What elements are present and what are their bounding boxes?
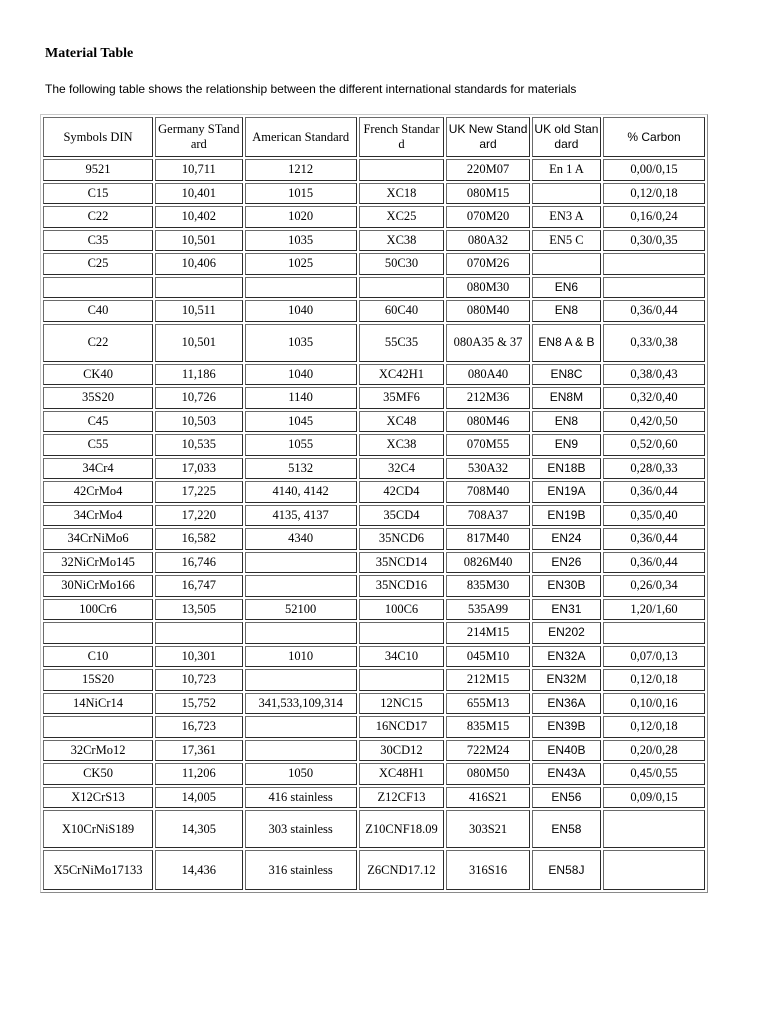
cell-american-standard: 4140, 4142 [245,481,357,503]
cell-uk-old-standard: EN8 [532,411,601,433]
cell-symbols-din: 15S20 [43,669,153,691]
cell-percent-carbon: 0,36/0,44 [603,300,705,322]
cell-germany-standard: 10,402 [155,206,243,228]
cell-uk-old-standard: EN32M [532,669,601,691]
cell-uk-new-standard: 817M40 [446,528,530,550]
cell-uk-new-standard: 080A40 [446,364,530,386]
cell-american-standard: 1045 [245,411,357,433]
cell-french-standard: 35MF6 [359,387,445,409]
table-row [43,716,705,738]
cell-french-standard: Z12CF13 [359,787,445,809]
cell-french-standard: XC42H1 [359,364,445,386]
cell-germany-standard: 10,301 [155,646,243,668]
cell-french-standard: 100C6 [359,599,445,621]
cell-percent-carbon: 0,07/0,13 [603,646,705,668]
cell-percent-carbon [603,277,705,299]
cell-uk-new-standard: 070M26 [446,253,530,275]
cell-symbols-din: 34Cr4 [43,458,153,480]
cell-uk-old-standard: EN3 A [532,206,601,228]
cell-uk-old-standard: EN26 [532,552,601,574]
cell-uk-new-standard: 316S16 [446,850,530,890]
table-row [43,693,705,715]
cell-american-standard [245,716,357,738]
cell-germany-standard [155,622,243,644]
table-row [43,206,705,228]
cell-uk-old-standard: EN24 [532,528,601,550]
cell-uk-old-standard: EN6 [532,277,601,299]
cell-percent-carbon: 1,20/1,60 [603,599,705,621]
cell-french-standard: 35NCD14 [359,552,445,574]
cell-american-standard: 1035 [245,230,357,252]
table-row [43,622,705,644]
table-header-row [43,117,705,157]
cell-symbols-din: CK50 [43,763,153,785]
cell-american-standard [245,669,357,691]
cell-uk-old-standard [532,253,601,275]
cell-american-standard [245,552,357,574]
cell-germany-standard: 14,005 [155,787,243,809]
cell-germany-standard: 15,752 [155,693,243,715]
cell-germany-standard: 16,747 [155,575,243,597]
cell-uk-new-standard: 212M36 [446,387,530,409]
cell-american-standard: 52100 [245,599,357,621]
table-row [43,575,705,597]
cell-french-standard: 35CD4 [359,505,445,527]
cell-french-standard: XC25 [359,206,445,228]
table-row [43,230,705,252]
cell-germany-standard: 10,535 [155,434,243,456]
cell-american-standard: 1212 [245,159,357,181]
cell-american-standard: 5132 [245,458,357,480]
cell-symbols-din: C22 [43,206,153,228]
cell-american-standard: 1035 [245,324,357,362]
cell-uk-new-standard: 080M15 [446,183,530,205]
cell-uk-old-standard: EN202 [532,622,601,644]
cell-uk-new-standard: 835M15 [446,716,530,738]
cell-uk-old-standard: EN18B [532,458,601,480]
material-table [40,114,708,893]
table-row [43,159,705,181]
cell-symbols-din: C55 [43,434,153,456]
cell-percent-carbon: 0,52/0,60 [603,434,705,456]
cell-uk-new-standard: 070M20 [446,206,530,228]
cell-french-standard [359,669,445,691]
cell-uk-old-standard: EN19B [532,505,601,527]
table-row [43,324,705,362]
cell-american-standard [245,622,357,644]
cell-germany-standard: 14,436 [155,850,243,890]
cell-uk-new-standard: 080M50 [446,763,530,785]
cell-uk-old-standard: En 1 A [532,159,601,181]
cell-percent-carbon: 0,28/0,33 [603,458,705,480]
cell-french-standard: XC18 [359,183,445,205]
cell-percent-carbon: 0,09/0,15 [603,787,705,809]
cell-american-standard: 4340 [245,528,357,550]
cell-germany-standard: 10,726 [155,387,243,409]
cell-symbols-din: C15 [43,183,153,205]
cell-percent-carbon [603,810,705,848]
cell-french-standard: 42CD4 [359,481,445,503]
header-uk-new-standard: UK New Standard [446,117,530,157]
cell-germany-standard: 17,220 [155,505,243,527]
cell-symbols-din: C25 [43,253,153,275]
cell-uk-new-standard: 708A37 [446,505,530,527]
cell-uk-new-standard: 655M13 [446,693,530,715]
table-row [43,528,705,550]
cell-american-standard [245,740,357,762]
cell-uk-new-standard: 070M55 [446,434,530,456]
cell-uk-old-standard: EN5 C [532,230,601,252]
header-germany-standard: Germany STandard [155,117,243,157]
cell-percent-carbon: 0,38/0,43 [603,364,705,386]
cell-uk-old-standard: EN40B [532,740,601,762]
cell-germany-standard: 16,723 [155,716,243,738]
table-row [43,763,705,785]
table-row [43,183,705,205]
cell-american-standard: 1140 [245,387,357,409]
header-percent-carbon: % Carbon [603,117,705,157]
cell-american-standard: 1040 [245,300,357,322]
table-row [43,364,705,386]
cell-uk-old-standard: EN9 [532,434,601,456]
cell-american-standard: 316 stainless [245,850,357,890]
cell-french-standard: 60C40 [359,300,445,322]
cell-uk-old-standard: EN30B [532,575,601,597]
cell-uk-old-standard: EN31 [532,599,601,621]
page-title: Material Table [45,46,134,61]
cell-american-standard: 1055 [245,434,357,456]
cell-symbols-din [43,716,153,738]
cell-percent-carbon: 0,33/0,38 [603,324,705,362]
cell-germany-standard: 10,401 [155,183,243,205]
table-row [43,740,705,762]
cell-percent-carbon: 0,42/0,50 [603,411,705,433]
cell-uk-new-standard: 214M15 [446,622,530,644]
cell-french-standard: 30CD12 [359,740,445,762]
cell-percent-carbon: 0,36/0,44 [603,528,705,550]
cell-uk-old-standard: EN39B [532,716,601,738]
cell-symbols-din [43,277,153,299]
cell-uk-new-standard: 220M07 [446,159,530,181]
cell-french-standard: 32C4 [359,458,445,480]
header-symbols-din: Symbols DIN [43,117,153,157]
cell-uk-old-standard: EN8 A & B [532,324,601,362]
cell-uk-new-standard: 708M40 [446,481,530,503]
cell-percent-carbon [603,622,705,644]
cell-percent-carbon: 0,36/0,44 [603,552,705,574]
table-row [43,411,705,433]
cell-germany-standard: 10,406 [155,253,243,275]
cell-germany-standard: 16,582 [155,528,243,550]
cell-uk-new-standard: 080M40 [446,300,530,322]
cell-percent-carbon: 0,36/0,44 [603,481,705,503]
cell-american-standard: 1020 [245,206,357,228]
material-table-container [40,114,708,893]
cell-uk-old-standard: EN36A [532,693,601,715]
header-uk-old-standard: UK old Standard [532,117,601,157]
table-row [43,387,705,409]
cell-percent-carbon: 0,10/0,16 [603,693,705,715]
cell-percent-carbon: 0,32/0,40 [603,387,705,409]
cell-uk-new-standard: 0826M40 [446,552,530,574]
cell-uk-old-standard: EN43A [532,763,601,785]
cell-uk-new-standard: 080M30 [446,277,530,299]
cell-germany-standard: 10,501 [155,230,243,252]
cell-french-standard: XC38 [359,230,445,252]
cell-percent-carbon: 0,45/0,55 [603,763,705,785]
cell-uk-new-standard: 080M46 [446,411,530,433]
cell-american-standard: 341,533,109,314 [245,693,357,715]
cell-uk-new-standard: 080A35 & 37 [446,324,530,362]
table-row [43,277,705,299]
cell-french-standard: 35NCD16 [359,575,445,597]
cell-uk-new-standard: 835M30 [446,575,530,597]
cell-french-standard: XC48 [359,411,445,433]
cell-percent-carbon: 0,30/0,35 [603,230,705,252]
table-row [43,850,705,890]
cell-french-standard: XC38 [359,434,445,456]
table-row [43,810,705,848]
cell-germany-standard: 10,501 [155,324,243,362]
cell-germany-standard: 10,711 [155,159,243,181]
cell-french-standard: XC48H1 [359,763,445,785]
cell-percent-carbon: 0,35/0,40 [603,505,705,527]
cell-uk-new-standard: 416S21 [446,787,530,809]
cell-germany-standard: 17,361 [155,740,243,762]
cell-uk-new-standard: 535A99 [446,599,530,621]
cell-percent-carbon: 0,16/0,24 [603,206,705,228]
cell-french-standard: 16NCD17 [359,716,445,738]
cell-germany-standard: 10,511 [155,300,243,322]
table-row [43,552,705,574]
cell-uk-new-standard: 080A32 [446,230,530,252]
table-row [43,300,705,322]
cell-symbols-din: 32CrMo12 [43,740,153,762]
cell-symbols-din: 35S20 [43,387,153,409]
cell-french-standard [359,159,445,181]
cell-germany-standard: 13,505 [155,599,243,621]
cell-percent-carbon: 0,26/0,34 [603,575,705,597]
cell-french-standard: 34C10 [359,646,445,668]
cell-germany-standard: 16,746 [155,552,243,574]
cell-symbols-din: C40 [43,300,153,322]
cell-american-standard: 303 stainless [245,810,357,848]
cell-french-standard [359,277,445,299]
cell-symbols-din: 34CrMo4 [43,505,153,527]
header-american-standard: American Standard [245,117,357,157]
cell-french-standard: 55C35 [359,324,445,362]
cell-percent-carbon: 0,12/0,18 [603,669,705,691]
cell-american-standard [245,277,357,299]
cell-symbols-din: 100Cr6 [43,599,153,621]
cell-percent-carbon: 0,12/0,18 [603,716,705,738]
cell-percent-carbon [603,253,705,275]
cell-symbols-din: X12CrS13 [43,787,153,809]
cell-uk-old-standard: EN8M [532,387,601,409]
cell-french-standard: 12NC15 [359,693,445,715]
cell-percent-carbon: 0,00/0,15 [603,159,705,181]
cell-uk-new-standard: 212M15 [446,669,530,691]
cell-french-standard: Z6CND17.12 [359,850,445,890]
cell-symbols-din: 30NiCrMo166 [43,575,153,597]
cell-symbols-din: C22 [43,324,153,362]
cell-germany-standard [155,277,243,299]
cell-uk-old-standard: EN8C [532,364,601,386]
cell-germany-standard: 11,186 [155,364,243,386]
cell-symbols-din [43,622,153,644]
table-row [43,253,705,275]
cell-germany-standard: 10,723 [155,669,243,691]
table-row [43,505,705,527]
cell-uk-old-standard: EN19A [532,481,601,503]
table-row [43,669,705,691]
cell-germany-standard: 11,206 [155,763,243,785]
cell-uk-new-standard: 722M24 [446,740,530,762]
cell-american-standard [245,575,357,597]
cell-uk-old-standard: EN32A [532,646,601,668]
cell-symbols-din: C35 [43,230,153,252]
table-row [43,434,705,456]
cell-germany-standard: 14,305 [155,810,243,848]
cell-french-standard [359,622,445,644]
cell-french-standard: 35NCD6 [359,528,445,550]
cell-american-standard: 4135, 4137 [245,505,357,527]
cell-uk-old-standard: EN56 [532,787,601,809]
cell-germany-standard: 17,225 [155,481,243,503]
cell-american-standard: 1050 [245,763,357,785]
cell-american-standard: 1040 [245,364,357,386]
cell-germany-standard: 10,503 [155,411,243,433]
cell-percent-carbon: 0,12/0,18 [603,183,705,205]
cell-french-standard: Z10CNF18.09 [359,810,445,848]
cell-symbols-din: 34CrNiMo6 [43,528,153,550]
cell-uk-old-standard: EN8 [532,300,601,322]
table-row [43,646,705,668]
cell-symbols-din: X10CrNiS189 [43,810,153,848]
cell-germany-standard: 17,033 [155,458,243,480]
cell-french-standard: 50C30 [359,253,445,275]
cell-uk-old-standard [532,183,601,205]
cell-american-standard: 416 stainless [245,787,357,809]
table-row [43,481,705,503]
table-row [43,458,705,480]
cell-american-standard: 1025 [245,253,357,275]
cell-american-standard: 1015 [245,183,357,205]
table-body [43,159,705,890]
cell-symbols-din: X5CrNiMo17133 [43,850,153,890]
cell-percent-carbon: 0,20/0,28 [603,740,705,762]
cell-symbols-din: C10 [43,646,153,668]
cell-percent-carbon [603,850,705,890]
table-row [43,787,705,809]
cell-symbols-din: 32NiCrMo145 [43,552,153,574]
cell-uk-new-standard: 045M10 [446,646,530,668]
cell-american-standard: 1010 [245,646,357,668]
cell-uk-old-standard: EN58J [532,850,601,890]
cell-symbols-din: 14NiCr14 [43,693,153,715]
cell-uk-new-standard: 303S21 [446,810,530,848]
cell-uk-new-standard: 530A32 [446,458,530,480]
table-row [43,599,705,621]
cell-symbols-din: C45 [43,411,153,433]
header-french-standard: French Standard [359,117,445,157]
cell-symbols-din: 9521 [43,159,153,181]
cell-uk-old-standard: EN58 [532,810,601,848]
intro-text: The following table shows the relationship between the different international standards for materials [45,82,577,96]
cell-symbols-din: 42CrMo4 [43,481,153,503]
cell-symbols-din: CK40 [43,364,153,386]
